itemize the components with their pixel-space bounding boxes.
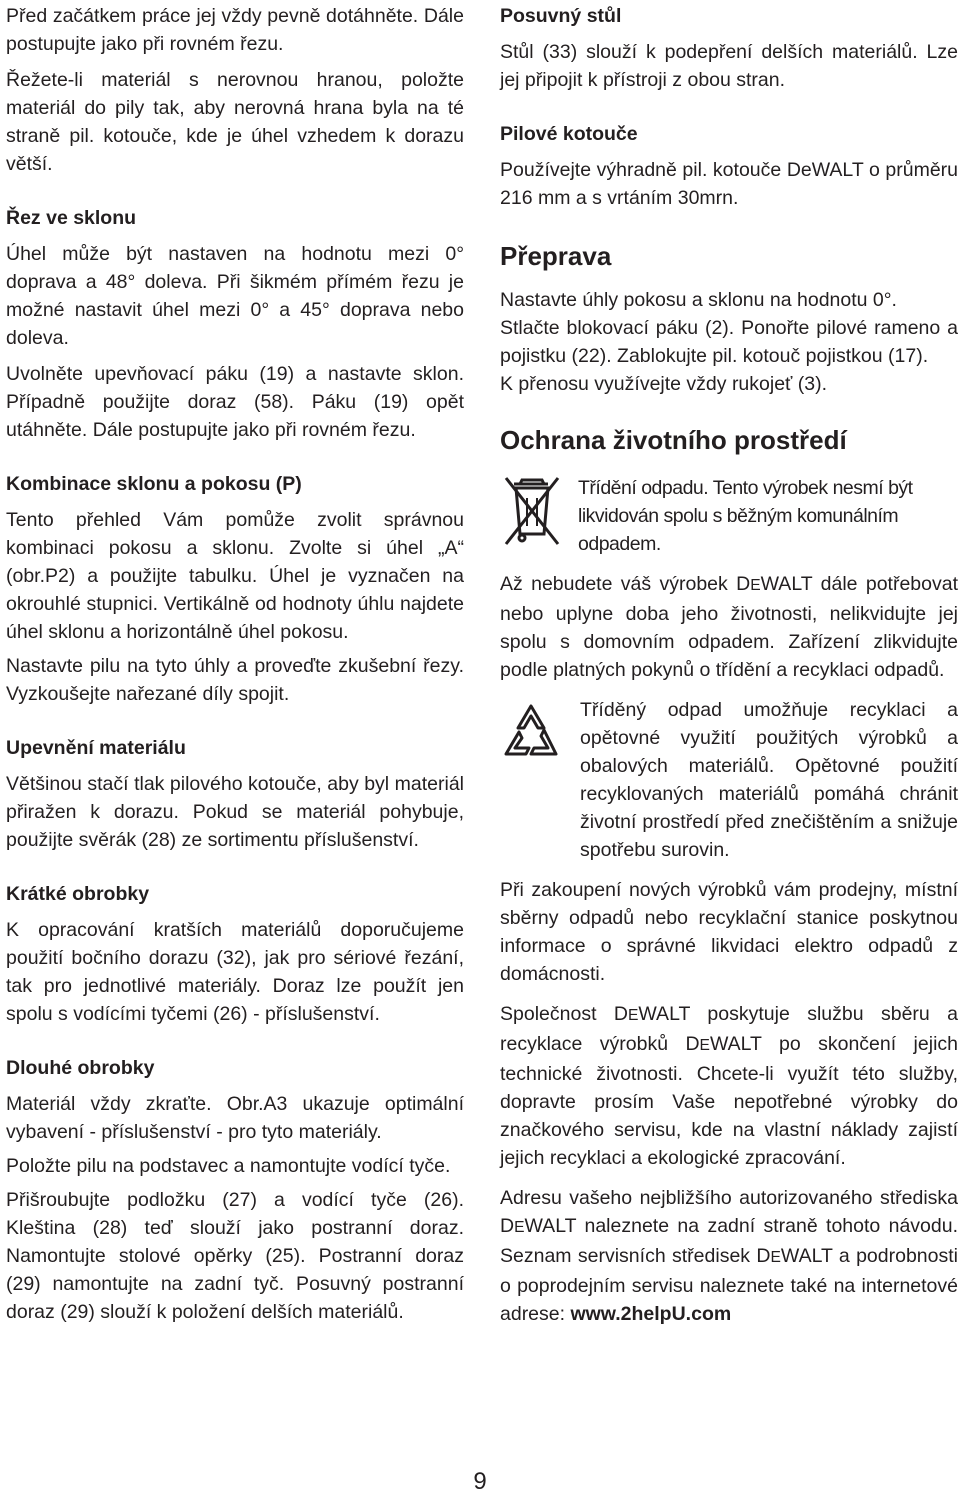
section-heading: Upevnění materiálu <box>6 737 186 759</box>
paragraph: Stlačte blokovací páku (2). Ponořte pilové rameno a pojistku (22). Zablokujte pil. kotouč pojistkou (17). <box>500 317 958 367</box>
paragraph: Přišroubujte podložku (27) a vodící tyče (26). Kleština (28) teď slouží jako postranní doraz. Namontujte stolové opěrky (25). Postranní doraz (29) namontujte na zadní tyč. Posuvný postranní doraz (29) slouží k položení delších materiálů. <box>6 1189 464 1323</box>
paragraph: Položte pilu na podstavec a namontujte vodící tyče. <box>6 1155 451 1177</box>
right-column <box>500 0 958 1328</box>
paragraph: Používejte výhradně pil. kotouče DeWALT o průměru 216 mm a s vrtáním 30mrn. <box>500 159 958 209</box>
left-column <box>6 0 464 1326</box>
paragraph: Adresu vašeho nejbližšího autorizovaného střediska DEWALT naleznete na zadní straně tohoto návodu. Seznam servisních středisek DEWALT a podrobnosti o poprodejním servisu naleznete také na internetové adrese: www.2helpU.com <box>500 1187 958 1325</box>
paragraph: Uvolněte upevňovací páku (19) a nastavte sklon. Případně použijte doraz (58). Páku (19) opět utáhněte. Dále postupujte jako při rovném řezu. <box>6 363 464 441</box>
paragraph: Většinou stačí tlak pilového kotouče, aby byl materiál přiražen k dorazu. Pokud se materiál pohybuje, použijte svěrák (28) ze sortimentu příslušenství. <box>6 773 464 851</box>
section-heading: Řez ve sklonu <box>6 207 137 229</box>
recycling-notice <box>500 696 958 864</box>
paragraph: Nastavte úhly pokosu a sklonu na hodnotu 0°. <box>500 289 897 311</box>
paragraph: Řežete-li materiál s nerovnou hranou, položte materiál do pily tak, aby nerovná hrana byla na té straně pil. kotouče, kde je úhel vzhedem k dorazu větší. <box>6 69 464 175</box>
paragraph: Před začátkem práce jej vždy pevně dotáhněte. Dále postupujte jako při rovném řezu. <box>6 5 464 55</box>
paragraph: Materiál vždy zkraťte. Obr.A3 ukazuje optimální vybavení - příslušenství - pro tyto materiály. <box>6 1093 464 1143</box>
section-title: Ochrana životního prostředí <box>500 425 847 455</box>
recycling-arrows-icon <box>500 696 580 769</box>
section-heading: Posuvný stůl <box>500 5 622 27</box>
paragraph: Úhel může být nastaven na hodnotu mezi 0° doprava a 48° doleva. Při šikmém přímém řezu je možné nastavit úhel mezi 0° a 45° doprava nebo doleva. <box>6 243 464 349</box>
paragraph: Společnost DEWALT poskytuje službu sběru a recyklace výrobků DEWALT po skončení jejich technické životnosti. Chcete-li využít této služby, dopravte prosím Vaše nepotřebné výrobky do značkového servisu, kde na vlastní náklady zajistí jejich recyklaci a ekologické zpracování. <box>500 1003 958 1169</box>
section-heading: Krátké obrobky <box>6 883 150 905</box>
paragraph: Stůl (33) slouží k podepření delších materiálů. Lze jej připojit k přístroji z obou stran. <box>500 41 958 91</box>
paragraph: K opracování kratších materiálů doporučujeme použití bočního dorazu (32), jak pro sériové řezání, tak pro jednotlivé materiály. Doraz lze použít jen spolu s vodícími tyčemi (26) - příslušenství. <box>6 919 464 1025</box>
paragraph: Při zakoupení nových výrobků vám prodejny, místní sběrny odpadů nebo recyklační stanice poskytnou informace o správné likvidaci elektro odpadů z domácnosti. <box>500 879 958 985</box>
section-heading: Dlouhé obrobky <box>6 1057 155 1079</box>
section-heading: Pilové kotouče <box>500 123 638 145</box>
paragraph: Až nebudete váš výrobek DEWALT dále potřebovat nebo uplyne doba jeho životnosti, nelikvidujte jej spolu s domovním odpadem. Zařízení zlikvidujte podle platných pokynů o třídění a recyklaci odpadů. <box>500 573 958 681</box>
paragraph: Tento přehled Vám pomůže zvolit správnou kombinaci pokosu a sklonu. Zvolte si úhel „A“ (obr.P2) a použijte tabulku. Úhel je vyznačen na okrouhlé stupnici. Vertikálně od hodnoty úhlu najdete úhel sklonu a horizontálně úhel pokosu. <box>6 509 464 643</box>
paragraph: Tříděný odpad umožňuje recyklaci a opětovné využití použitých výrobků a obalových materiálů. Opětovné použití recyklovaných materiálů pomáhá chránit životní prostředí před znečištěním a snižuje spotřebu surovin. <box>580 699 958 861</box>
section-heading: Kombinace sklonu a pokosu (P) <box>6 473 302 495</box>
paragraph: Nastavte pilu na tyto úhly a proveďte zkušební řezy. Vyzkoušejte nařezané díly spojit. <box>6 655 464 705</box>
paragraph: Třídění odpadu. Tento výrobek nesmí být likvidován spolu s běžným komunálním odpadem. <box>578 477 913 555</box>
page-number: 9 <box>473 1468 487 1495</box>
weee-notice <box>500 474 958 558</box>
crossed-out-wheelie-bin-icon <box>500 474 578 551</box>
section-title: Přeprava <box>500 241 612 271</box>
paragraph: K přenosu využívejte vždy rukojeť (3). <box>500 373 828 395</box>
website-link[interactable]: www.2helpU.com <box>570 1303 732 1325</box>
